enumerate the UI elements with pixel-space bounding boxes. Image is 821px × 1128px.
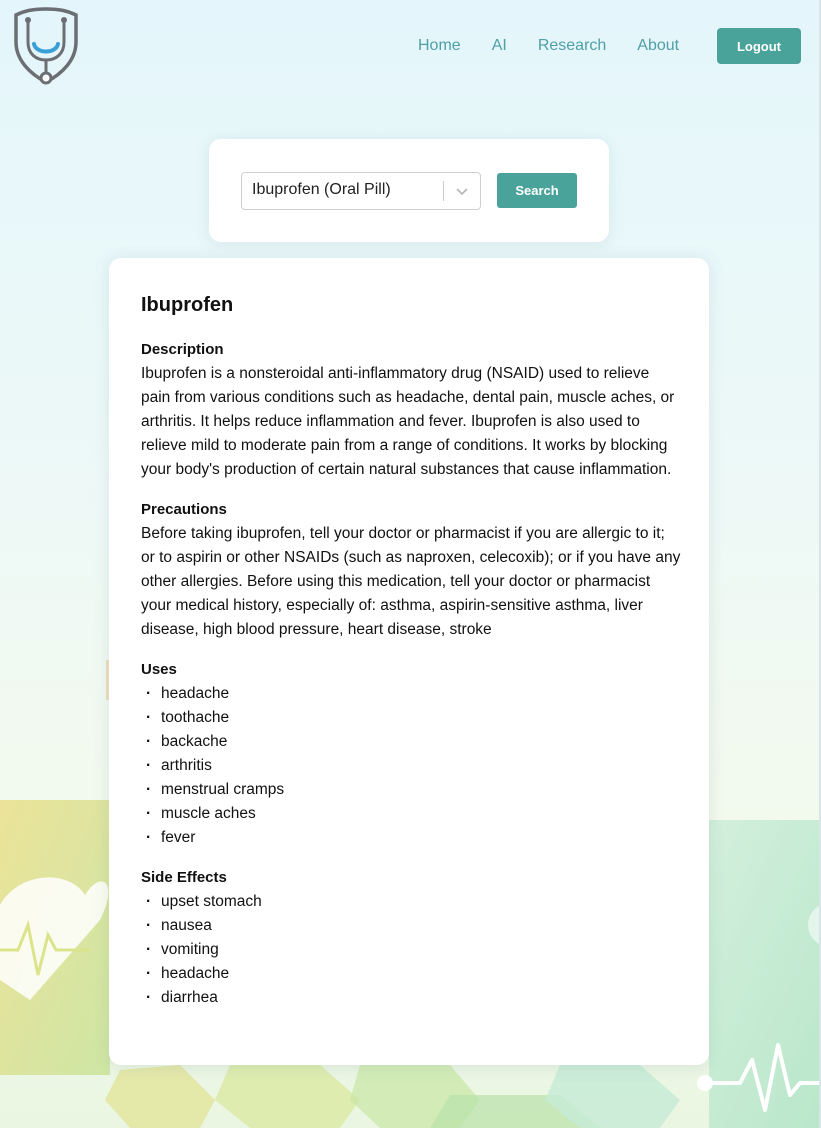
nav-research-link[interactable]: Research bbox=[537, 37, 607, 54]
precautions-heading: Precautions bbox=[141, 501, 227, 518]
side-effects-heading: Side Effects bbox=[141, 869, 227, 886]
side-effects-list-item: · headache bbox=[141, 962, 681, 986]
top-navigation bbox=[404, 34, 693, 58]
logout-button[interactable]: Logout bbox=[717, 28, 801, 64]
uses-heading: Uses bbox=[141, 661, 177, 678]
uses-list-item: · arthritis bbox=[141, 754, 681, 778]
drug-info-content bbox=[141, 292, 681, 1026]
side-effects-list-item: · vomiting bbox=[141, 938, 681, 962]
search-card bbox=[209, 139, 609, 242]
drug-info-card bbox=[109, 258, 709, 1065]
uses-list bbox=[141, 682, 681, 850]
precautions-text: Before taking ibuprofen, tell your doctor or pharmacist if you are allergic to it; or to aspirin or other NSAIDs (such as naproxen, celecoxib); or if you have any other allergies. Before using this medication, tell your doctor or pharmacist your medical history, especially of: asthma, aspirin-sensitive asthma, liver disease, high blood pressure, heart disease, stroke bbox=[141, 525, 681, 638]
uses-list-item: · headache bbox=[141, 682, 681, 706]
search-button[interactable]: Search bbox=[497, 173, 577, 208]
side-effects-list-item: · upset stomach bbox=[141, 890, 681, 914]
side-effects-list-item: · diarrhea bbox=[141, 986, 681, 1010]
nav-ai-link[interactable]: AI bbox=[491, 37, 507, 54]
description-heading: Description bbox=[141, 341, 224, 358]
nav-about-link[interactable]: About bbox=[637, 37, 680, 54]
drug-select-value: Ibuprofen (Oral Pill) bbox=[252, 181, 391, 198]
description-text: Ibuprofen is a nonsteroidal anti-inflammatory drug (NSAID) used to relieve pain from various conditions such as headache, dental pain, muscle aches, or arthritis. It helps reduce inflammation and fever. Ibuprofen is also used to relieve mild to moderate pain from a range of conditions. It works by blocking your body's production of certain natural substances that cause inflammation. bbox=[141, 365, 675, 478]
uses-list-item: · toothache bbox=[141, 706, 681, 730]
drug-select[interactable] bbox=[241, 172, 481, 210]
uses-list-item: · backache bbox=[141, 730, 681, 754]
select-separator bbox=[443, 181, 444, 201]
uses-list-item: · fever bbox=[141, 826, 681, 850]
side-effects-list bbox=[141, 890, 681, 1010]
uses-list-item: · menstrual cramps bbox=[141, 778, 681, 802]
chevron-down-icon[interactable] bbox=[454, 183, 470, 199]
side-effects-list-item: · nausea bbox=[141, 914, 681, 938]
drug-name-heading: Ibuprofen bbox=[141, 294, 234, 316]
uses-list-item: · muscle aches bbox=[141, 802, 681, 826]
stethoscope-shield-logo-icon[interactable] bbox=[10, 6, 82, 88]
nav-home-link[interactable]: Home bbox=[418, 37, 461, 54]
